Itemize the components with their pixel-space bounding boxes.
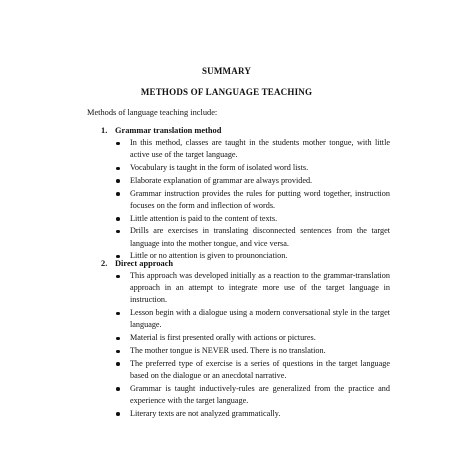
intro-text: Methods of language teaching include: <box>87 108 218 117</box>
list-item: In this method, classes are taught in the students mother tongue, with little active use of the target language. <box>114 137 390 161</box>
list-item: This approach was developed initially as a reaction to the grammar-translation approach in an attempt to integrate more use of the target language in instruction. <box>114 270 390 307</box>
section-title: Direct approach <box>115 259 174 268</box>
bullet-icon <box>116 387 120 391</box>
bullet-icon <box>116 412 120 416</box>
list-item: Vocabulary is taught in the form of isolated word lists. <box>114 162 390 174</box>
section-list-direct-approach <box>114 270 390 421</box>
list-item: Drills are exercises in translating disconnected sentences from the target language into the mother tongue, and vice versa. <box>114 225 390 249</box>
section-number: 1. <box>101 126 108 135</box>
list-item: Grammar is taught inductively-rules are generalized from the practice and experience with the target language. <box>114 383 390 407</box>
section-heading-grammar-translation <box>101 126 221 135</box>
bullet-icon <box>116 255 120 259</box>
bullet-icon <box>116 337 120 341</box>
list-item: Elaborate explanation of grammar are always provided. <box>114 175 390 187</box>
bullet-icon <box>116 275 120 279</box>
section-heading-direct-approach <box>101 259 173 268</box>
bullet-icon <box>116 362 120 366</box>
list-item: Little or no attention is given to prounonciation. <box>114 250 390 262</box>
list-item: The preferred type of exercise is a series of questions in the target language based on the dialogue or an anecdotal narrative. <box>114 358 390 382</box>
list-item: The mother tongue is NEVER used. There is no translation. <box>114 345 390 357</box>
bullet-icon <box>116 312 120 316</box>
bullet-icon <box>116 142 120 146</box>
bullet-icon <box>116 217 120 221</box>
section-number: 2. <box>101 259 108 268</box>
bullet-icon <box>116 350 120 354</box>
bullet-icon <box>116 230 120 234</box>
list-item: Literary texts are not analyzed grammatically. <box>114 408 390 420</box>
document-title: SUMMARY <box>201 66 252 76</box>
list-item: Little attention is paid to the content of texts. <box>114 213 390 225</box>
section-list-grammar-translation <box>114 137 390 263</box>
list-item: Lesson begin with a dialogue using a modern conversational style in the target language. <box>114 307 390 331</box>
list-item: Material is first presented orally with actions or pictures. <box>114 332 390 344</box>
bullet-icon <box>116 192 120 196</box>
list-item: Grammar instruction provides the rules for putting word together, instruction focuses on the form and inflection of words. <box>114 188 390 212</box>
bullet-icon <box>116 167 120 171</box>
bullet-icon <box>116 179 120 183</box>
section-title: Grammar translation method <box>115 126 222 135</box>
document-subtitle: METHODS OF LANGUAGE TEACHING <box>140 87 313 97</box>
